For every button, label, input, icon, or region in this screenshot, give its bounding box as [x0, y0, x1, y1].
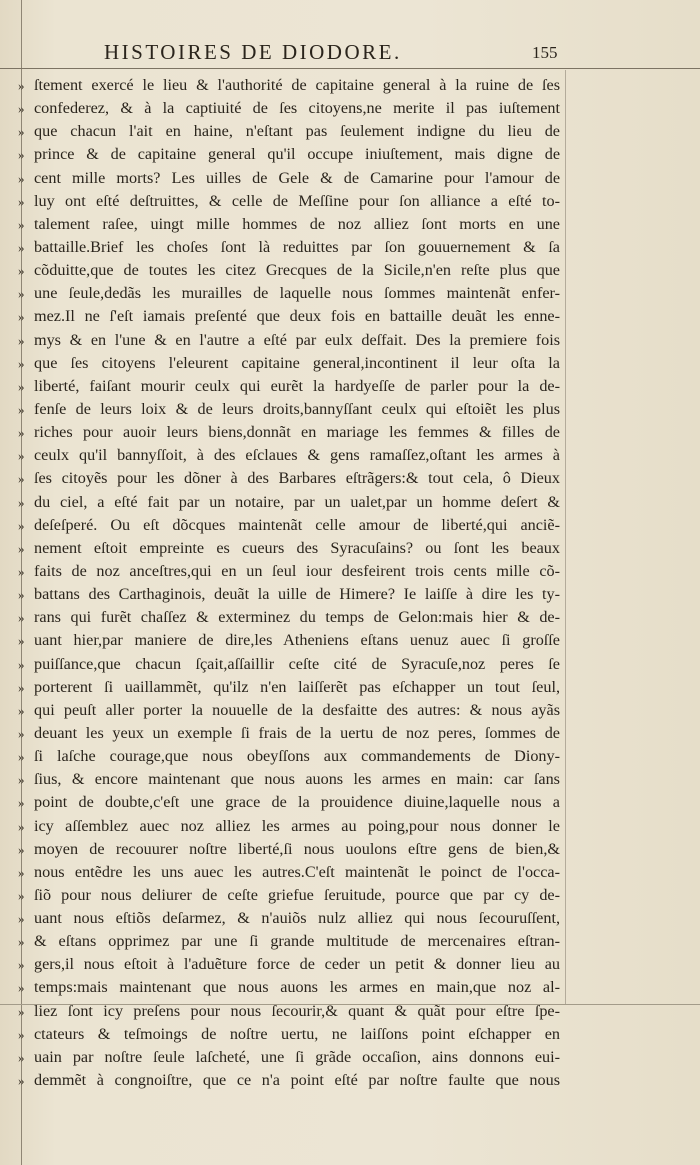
text-line-content: uant nous eſtiõs deſarmez, & n'auiõs nulz alliez qui nous ſecouruſſent, [34, 909, 560, 928]
quotation-marker-icon: » [18, 702, 25, 718]
quotation-marker-icon: » [18, 193, 25, 209]
text-line-content: du ciel, a eſté fait par un notaire, par un ualet,par un homme deſert & [34, 492, 560, 511]
text-line [18, 97, 564, 120]
quotation-marker-icon: » [18, 610, 25, 626]
text-line-content: talement raſee, uingt mille hommes de noz alliez ſont morts en une [34, 214, 560, 233]
text-line [18, 606, 564, 629]
text-line-content: icy aſſemblez auec noz alliez les armes au poing,pour nous donner le [34, 816, 560, 835]
text-line [18, 329, 564, 352]
text-line-content: riches pour auoir leurs biens,donnãt en mariage les femmes & filles de [34, 423, 560, 442]
text-line-content: prince & de capitaine general qu'il occupe iniuſtement, mais digne de [34, 145, 560, 164]
text-line [18, 930, 564, 953]
text-line [18, 167, 564, 190]
quotation-marker-icon: » [18, 216, 25, 232]
quotation-marker-icon: » [18, 101, 25, 117]
text-line-content: ſtement exercé le lieu & l'authorité de capitaine general à la ruine de ſes [34, 76, 560, 94]
quotation-marker-icon: » [18, 170, 25, 186]
text-line [18, 236, 564, 259]
quotation-marker-icon: » [18, 517, 25, 533]
text-line-content: & eſtans opprimez par une ſi grande multitude de mercenaires eſtran- [34, 932, 560, 951]
quotation-marker-icon: » [18, 286, 25, 302]
quotation-marker-icon: » [18, 749, 25, 765]
text-line [18, 514, 564, 537]
quotation-marker-icon: » [18, 679, 25, 695]
text-line-content: nous entẽdre les uns auec les autres.C'eſt maintenãt le poinct de l'occa- [34, 862, 560, 881]
text-line [18, 861, 564, 884]
text-line [18, 467, 564, 490]
quotation-marker-icon: » [18, 563, 25, 579]
text-line-content: cõduitte,que de toutes les citez Grecques de la Sicile,n'en reſte plus que [34, 261, 560, 280]
text-line-content: gers,il nous eſtoit à l'aduẽture force de ceder un petit & donner lieu au [34, 955, 560, 974]
text-line [18, 305, 564, 328]
text-line [18, 722, 564, 745]
text-line [18, 190, 564, 213]
text-line [18, 143, 564, 166]
text-line-content: demmẽt à congnoiſtre, que ce n'a point eſté par noſtre faulte que nous [34, 1071, 560, 1090]
text-line-content: fenſe de leurs loix & de leurs droits,bannyſſant ceulx qui eſtoiẽt les plus [34, 399, 560, 418]
text-line [18, 74, 564, 97]
text-line-content: que ſes citoyens l'eleurent capitaine general,incontinent il leur oſta la [34, 353, 560, 372]
quotation-marker-icon: » [18, 656, 25, 672]
running-title: HISTOIRES DE DIODORE. [104, 40, 402, 64]
text-line [18, 444, 564, 467]
text-line-content: temps:mais maintenant que nous auons les armes en main,que noz al- [34, 978, 560, 997]
text-line [18, 421, 564, 444]
page-number: 155 [532, 43, 558, 62]
quotation-marker-icon: » [18, 78, 25, 93]
quotation-marker-icon: » [18, 1073, 25, 1089]
text-line [18, 1046, 564, 1069]
quotation-marker-icon: » [18, 818, 25, 834]
quotation-marker-icon: » [18, 332, 25, 348]
page-header [0, 40, 700, 66]
quotation-marker-icon: » [18, 1049, 25, 1065]
text-line [18, 583, 564, 606]
quotation-marker-icon: » [18, 124, 25, 140]
text-line-content: luy ont eſté deſtruittes, & celle de Meſſine pour ſon alliance a eſté to- [34, 191, 560, 210]
text-line-content: faits de noz anceſtres,qui en un ſeul iour desfeirent trois cents mille cõ- [34, 561, 560, 580]
text-line [18, 907, 564, 930]
text-line-content: qui peuſt aller porter la nouuelle de la desfaitte des autres: & nous ayãs [34, 700, 560, 719]
text-line [18, 976, 564, 999]
text-line-content: ceulx qu'il bannyſſoit, à des eſclaues & gens ramaſſez,oſtant les armes à [34, 446, 560, 465]
text-line-content: une ſeule,dedãs les murailles de laquelle nous ſommes maintenãt enfer- [34, 284, 560, 303]
text-line-content: ſius, & encore maintenant que nous auons les armes en main: car ſans [34, 770, 560, 789]
text-line-content: uain par noſtre ſeule laſcheté, une ſi grãde occaſion, ains donnons eui- [34, 1047, 560, 1066]
text-line [18, 537, 564, 560]
text-line-content: battaille.Brief les choſes ſont là reduittes par ſon gouuernement & ſa [34, 237, 560, 256]
header-rule [0, 68, 700, 69]
text-line-content: ctateurs & teſmoings de noſtre uertu, ne laiſſons point eſchapper en [34, 1024, 560, 1043]
text-line [18, 884, 564, 907]
quotation-marker-icon: » [18, 841, 25, 857]
quotation-marker-icon: » [18, 309, 25, 325]
quotation-marker-icon: » [18, 587, 25, 603]
quotation-marker-icon: » [18, 378, 25, 394]
text-line-content: battans des Carthaginois, deuãt la uille de Himere? Ie laiſſe à dire les ty- [34, 585, 560, 604]
text-line-content: porterent ſi uaillammẽt, qu'ilz n'en laiſſerẽt pas eſchapper un tout ſeul, [34, 677, 560, 696]
text-line [18, 1069, 564, 1092]
text-line-content: confederez, & à la captiuité de ſes citoyens,ne merite il pas iuſtement [34, 99, 560, 118]
text-line-content: deſeſperé. Ou eſt dõcques maintenãt celle amour de liberté,qui anciẽ- [34, 515, 560, 534]
quotation-marker-icon: » [18, 239, 25, 255]
quotation-marker-icon: » [18, 494, 25, 510]
text-line-content: puiſſance,que chacun ſçait,aſſaillir ceſte cité de Syracuſe,noz peres ſe [34, 654, 560, 673]
text-line [18, 1000, 564, 1023]
text-line [18, 791, 564, 814]
text-line [18, 560, 564, 583]
text-line [18, 838, 564, 861]
text-line [18, 815, 564, 838]
quotation-marker-icon: » [18, 887, 25, 903]
text-line [18, 398, 564, 421]
text-line-content: mez.Il ne ſ'eſt iamais preſenté que deux fois en battaille deuãt les enne- [34, 307, 560, 326]
text-line [18, 653, 564, 676]
quotation-marker-icon: » [18, 772, 25, 788]
quotation-marker-icon: » [18, 401, 25, 417]
text-line [18, 259, 564, 282]
text-line [18, 745, 564, 768]
text-line [18, 629, 564, 652]
text-line-content: cent mille morts? Les uilles de Gele & de Camarine pour l'amour de [34, 168, 560, 187]
text-line-content: ſiõ pour nous deliurer de ceſte griefue ſeruitude, pource que par cy de- [34, 885, 560, 904]
text-line [18, 491, 564, 514]
text-line [18, 1023, 564, 1046]
text-line-content: point de doubte,c'eſt une grace de la prouidence diuine,laquelle nous a [34, 793, 560, 812]
quotation-marker-icon: » [18, 864, 25, 880]
quotation-marker-icon: » [18, 633, 25, 649]
text-line [18, 213, 564, 236]
text-line-content: que chacun l'ait en haine, n'eſtant pas ſeulement indigne du lieu de [34, 122, 560, 141]
quotation-marker-icon: » [18, 725, 25, 741]
quotation-marker-icon: » [18, 540, 25, 556]
text-line [18, 699, 564, 722]
margin-rule-right [565, 70, 566, 1005]
text-line-content: ſi laſche courage,que nous obeyſſons aux commandements de Diony- [34, 747, 560, 766]
text-line [18, 676, 564, 699]
text-line-content: deuant les yeux un exemple ſi frais de la uertu de noz peres, ſommes de [34, 723, 560, 742]
quotation-marker-icon: » [18, 1026, 25, 1042]
quotation-marker-icon: » [18, 957, 25, 973]
text-line-content: ſes citoyẽs pour les dõner à des Barbares eſtrãgers:& tout cela, ô Dieux [34, 469, 560, 488]
text-line-content: nement eſtoit empreinte es cueurs des Syracuſains? ou ſont les beaux [34, 538, 560, 557]
quotation-marker-icon: » [18, 980, 25, 996]
text-line [18, 120, 564, 143]
quotation-marker-icon: » [18, 355, 25, 371]
text-line-content: uant hier,par maniere de dire,les Atheniens eſtans uenuz auec ſi groſſe [34, 631, 560, 650]
text-line-content: mys & en l'une & en l'autre a eſté par eulx deſfait. Des la premiere fois [34, 330, 560, 349]
text-line-content: liez ſont icy preſens pour nous ſecourir,& quant & quãt pour eſtre ſpe- [34, 1001, 560, 1020]
quotation-marker-icon: » [18, 263, 25, 279]
quotation-marker-icon: » [18, 448, 25, 464]
text-line-content: liberté, faiſant mourir ceulx qui eurẽt la hardyeſſe de parler pour la de- [34, 376, 560, 395]
quotation-marker-icon: » [18, 1003, 25, 1019]
text-line [18, 375, 564, 398]
quotation-marker-icon: » [18, 934, 25, 950]
quotation-marker-icon: » [18, 147, 25, 163]
text-line-content: moyen de recouurer noſtre liberté,ſi nous uoulons eſtre gens de bien,& [34, 839, 560, 858]
quotation-marker-icon: » [18, 425, 25, 441]
body-text [18, 74, 564, 1092]
text-line [18, 282, 564, 305]
text-line [18, 768, 564, 791]
quotation-marker-icon: » [18, 911, 25, 927]
quotation-marker-icon: » [18, 795, 25, 811]
text-line [18, 953, 564, 976]
text-line [18, 352, 564, 375]
quotation-marker-icon: » [18, 471, 25, 487]
text-line-content: rans qui furẽt chaſſez & exterminez du temps de Gelon:mais hier & de- [34, 608, 560, 627]
